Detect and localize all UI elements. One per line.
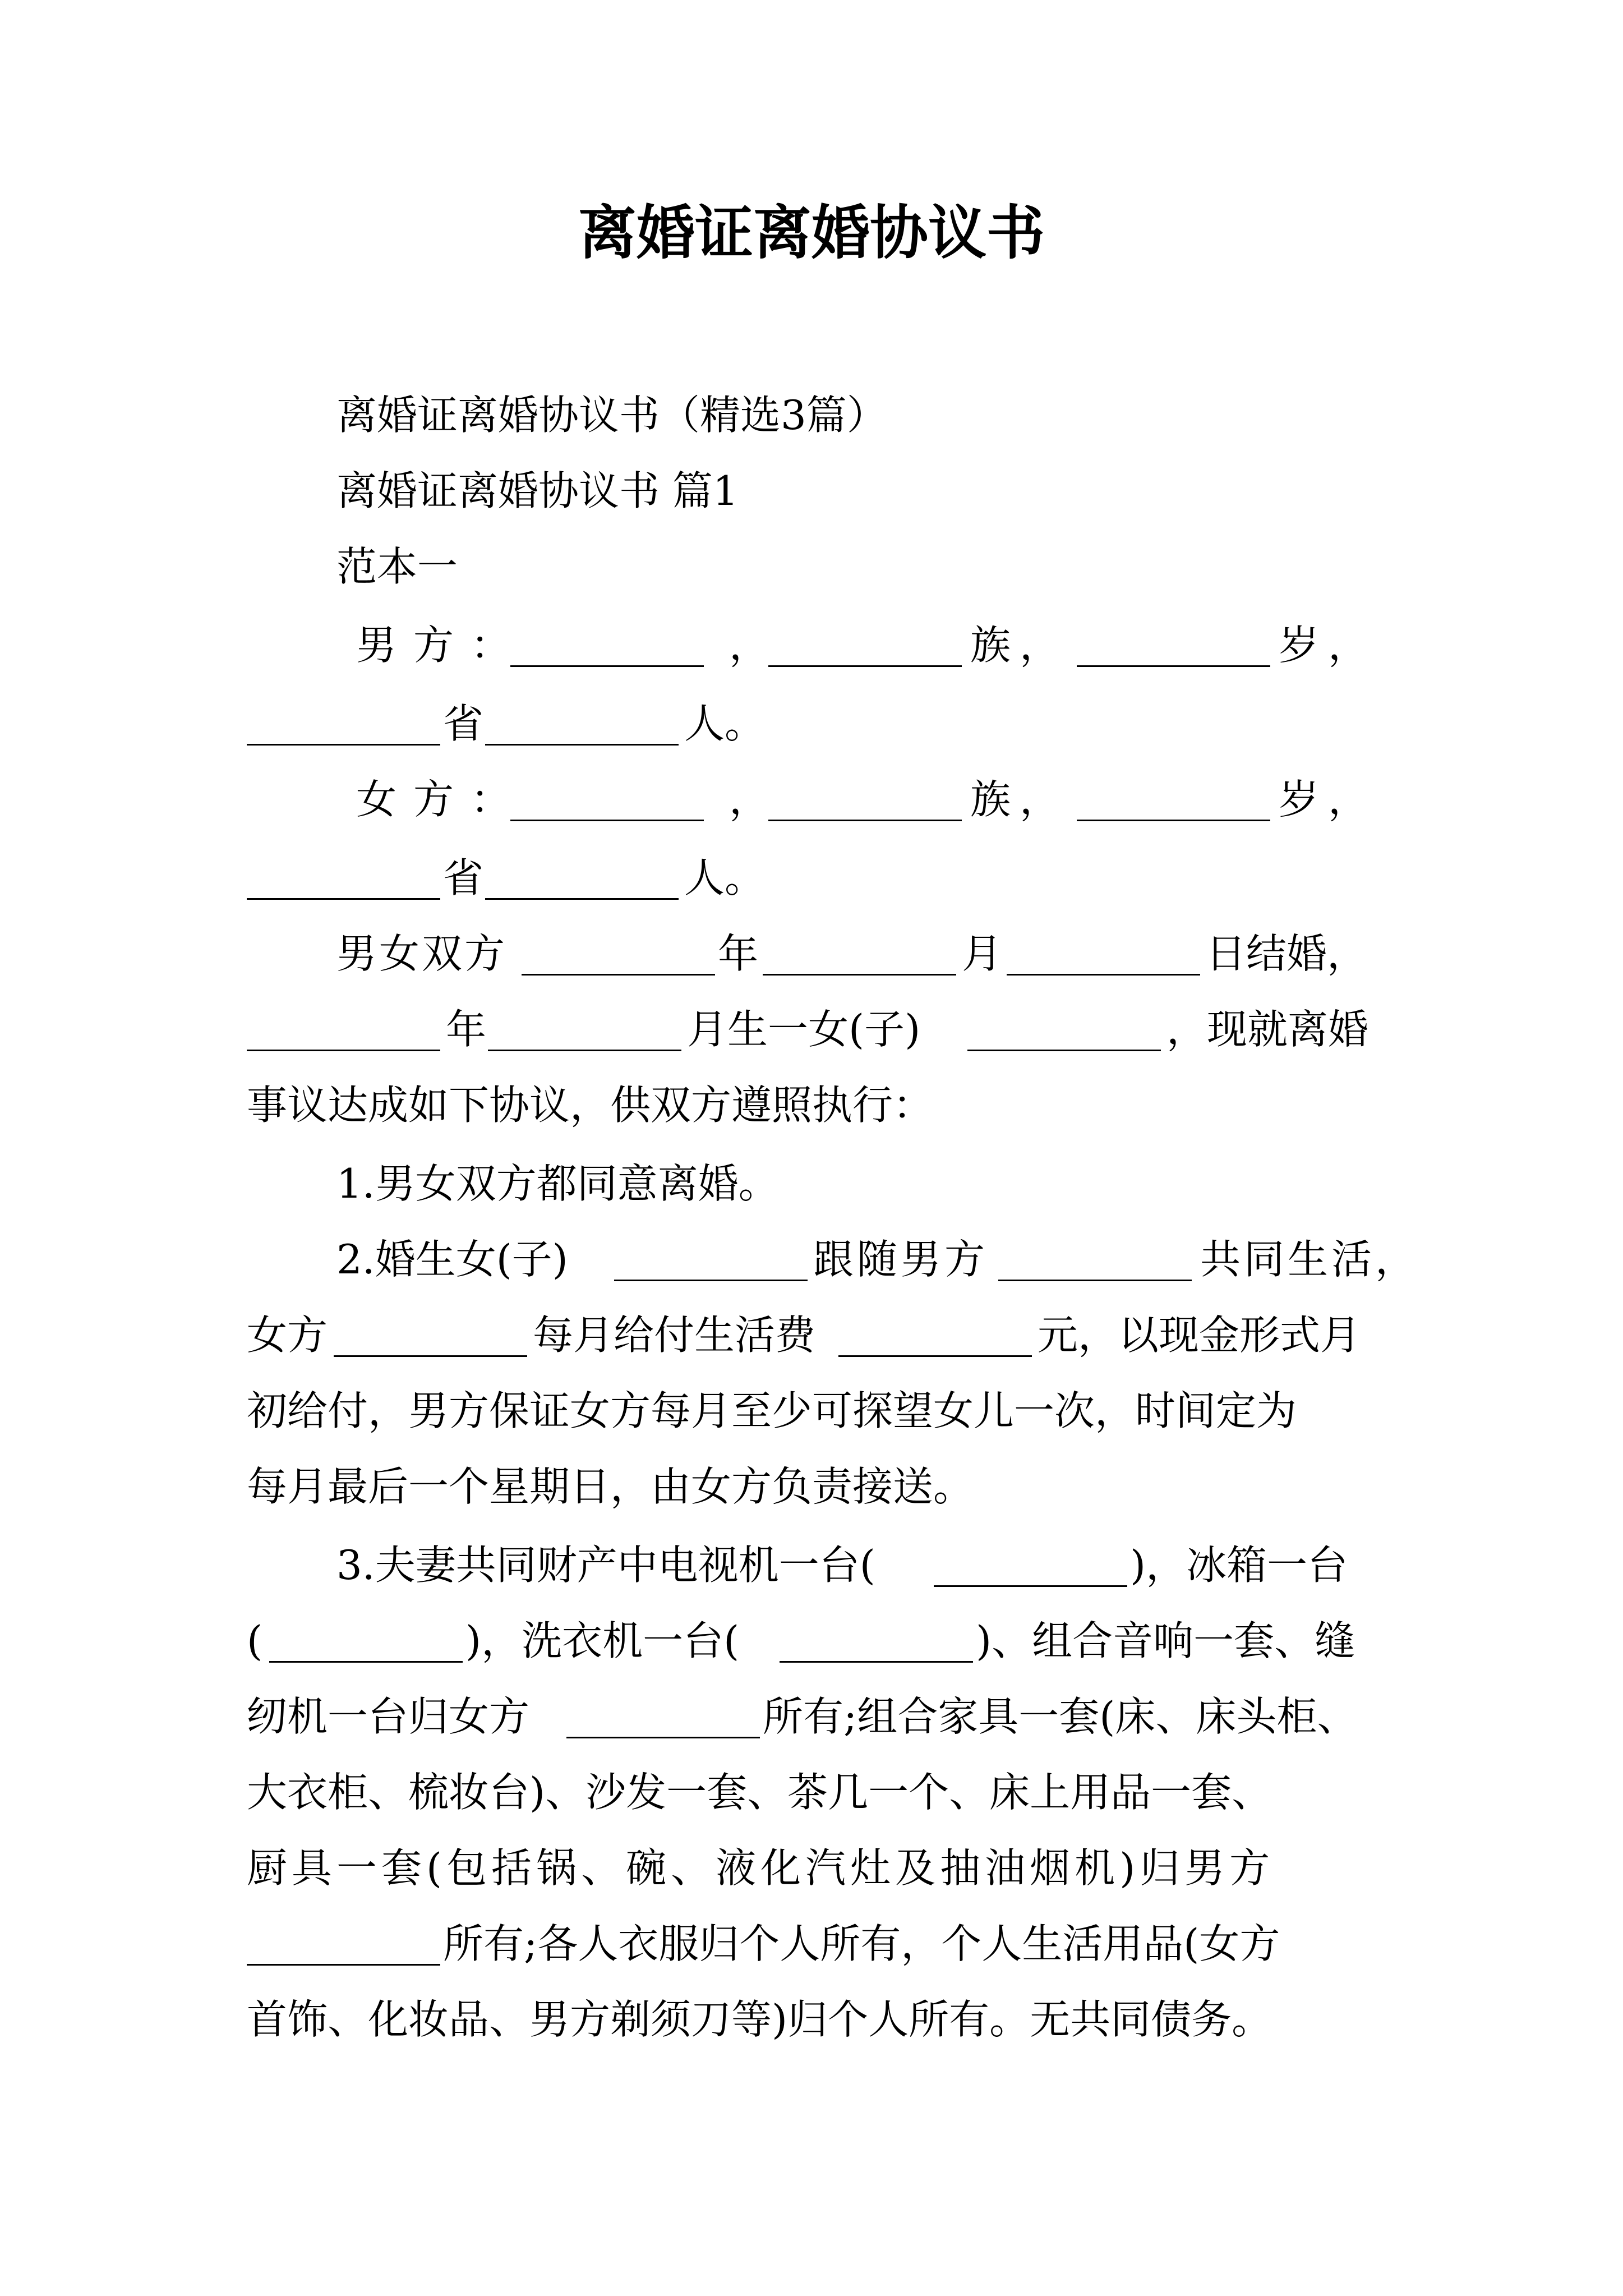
clause-2-woman-blank	[334, 1301, 527, 1369]
clause-3-washer: )，洗衣机一台(	[465, 1617, 740, 1664]
marriage-month-label: 月	[962, 930, 1003, 977]
man-person-blank	[485, 690, 679, 757]
marriage-tail: ，现就离婚	[1166, 1006, 1369, 1053]
clause-2-yuan: 元，以现金形式月	[1038, 1312, 1361, 1359]
marriage-month-blank	[763, 920, 956, 987]
clause-2-schedule: 每月最后一个星期日，由女方负责接送。	[247, 1463, 974, 1510]
marriage-year-blank	[522, 920, 715, 987]
birth-year-blank	[247, 996, 440, 1063]
woman-age-blank	[1077, 766, 1270, 833]
clause-3-woman-blank	[566, 1683, 760, 1750]
clause-3-washer-blank	[780, 1607, 973, 1674]
template-label: 范本一	[336, 543, 458, 590]
clause-3-man-blank	[247, 1910, 440, 1977]
marriage-year-label: 年	[718, 930, 759, 977]
clause-2-visit: 初给付，男方保证女方每月至少可探望女儿一次，时间定为	[247, 1387, 1297, 1434]
clause-2-child-blank	[614, 1226, 808, 1293]
document-subtitle: 离婚证离婚协议书（精选3篇）	[336, 392, 887, 439]
clause-3-fridge: )，冰箱一台	[1130, 1542, 1348, 1589]
woman-name-blank	[510, 766, 704, 833]
woman-person-label: 人。	[684, 854, 766, 901]
clause-3-lead: 3.夫妻共同财产中电视机一台(	[336, 1542, 875, 1589]
woman-age-label: 岁，	[1279, 776, 1378, 823]
man-ethnic-label: 族，	[970, 622, 1069, 669]
man-comma: ，	[729, 622, 770, 669]
clause-3-open-paren: (	[247, 1617, 263, 1664]
man-person-label: 人。	[684, 700, 766, 747]
man-age-label: 岁，	[1279, 622, 1378, 669]
man-province-label: 省	[443, 700, 484, 747]
clause-3-fridge-blank	[269, 1607, 463, 1674]
woman-ethnic-blank	[768, 766, 962, 833]
woman-province-label: 省	[443, 854, 484, 901]
clause-2-lead: 2.婚生女(子)	[336, 1236, 568, 1283]
clause-2-woman: 女方	[247, 1312, 328, 1359]
clause-3-kitchen: 厨具一套(包括锅、碗、液化汽灶及抽油烟机)归男方	[247, 1844, 1275, 1892]
birth-year-label: 年	[446, 1006, 487, 1053]
clause-1: 1.男女双方都同意离婚。	[336, 1160, 779, 1207]
clause-3-clothes: 所有;各人衣服归个人所有，个人生活用品(女方	[443, 1920, 1280, 1967]
document-title: 离婚证离婚协议书	[578, 198, 1045, 267]
child-name-blank	[967, 996, 1161, 1063]
birth-label: 月生一女(子)	[687, 1006, 921, 1053]
clause-3-tv-blank	[934, 1531, 1127, 1599]
clause-2-father-blank	[998, 1226, 1192, 1293]
man-ethnic-blank	[768, 611, 962, 679]
birth-month-blank	[488, 996, 681, 1063]
woman-person-blank	[485, 844, 679, 912]
woman-province-blank	[247, 844, 440, 912]
marriage-intro: 事议达成如下协议，供双方遵照执行：	[247, 1082, 934, 1129]
clause-2-monthly: 每月给付生活费	[533, 1312, 816, 1359]
man-province-blank	[247, 690, 440, 757]
man-label: 男方：	[356, 622, 528, 669]
clause-2-together: 共同生活，	[1200, 1236, 1419, 1283]
woman-label: 女方：	[356, 776, 528, 823]
marriage-married: 日结婚，	[1206, 930, 1368, 977]
clause-3-items: 大衣柜、梳妆台)、沙发一套、茶几一个、床上用品一套、	[247, 1769, 1272, 1816]
woman-ethnic-label: 族，	[970, 776, 1069, 823]
clause-3-audio: )、组合音响一套、缝	[976, 1617, 1355, 1664]
section-heading: 离婚证离婚协议书 篇1	[336, 467, 739, 514]
man-age-blank	[1077, 611, 1270, 679]
clause-3-furniture: 所有;组合家具一套(床、床头柜、	[763, 1693, 1358, 1740]
marriage-day-blank	[1007, 920, 1200, 987]
clause-3-sewing: 纫机一台归女方	[247, 1693, 530, 1740]
marriage-lead: 男女双方	[336, 930, 508, 977]
clause-2-amount-blank	[838, 1301, 1032, 1369]
clause-2-follow: 跟随男方	[813, 1236, 989, 1283]
woman-comma: ，	[729, 776, 770, 823]
clause-3-debts: 首饰、化妆品、男方剃须刀等)归个人所有。无共同债务。	[247, 1996, 1272, 2043]
man-name-blank	[510, 611, 704, 679]
